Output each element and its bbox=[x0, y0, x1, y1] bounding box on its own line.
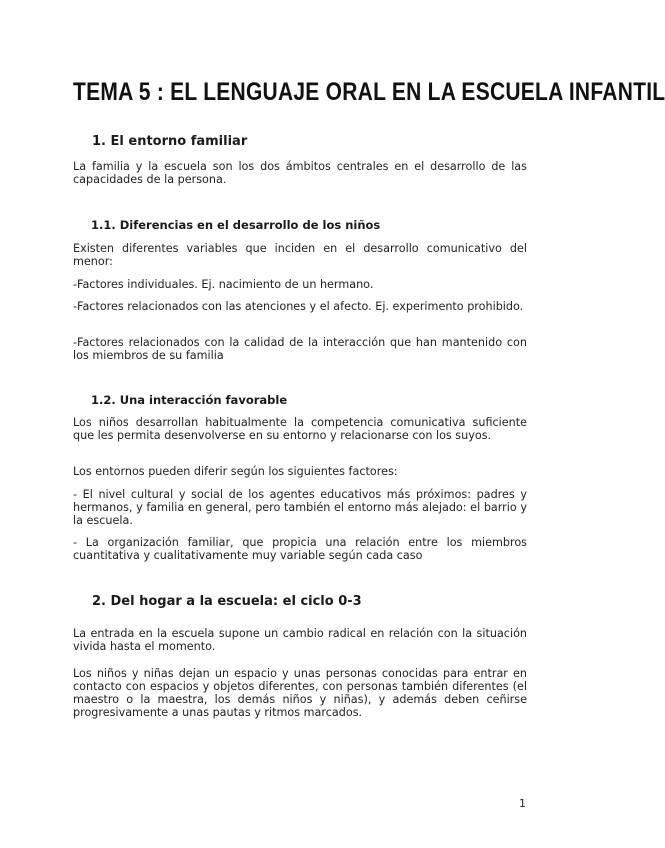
section-1-1-item: -Factores individuales. Ej. nacimiento de un hermano. bbox=[73, 278, 374, 291]
section-1-2-item: - La organización familiar, que propicia una relación entre los miembros cuantitativa y cualitativamente muy variable según cada caso bbox=[73, 536, 527, 562]
section-1-1-item: -Factores relacionados con las atenciones y el afecto. Ej. experimento prohibido. bbox=[73, 300, 524, 313]
section-1-2-paragraph: Los niños desarrollan habitualmente la competencia comunicativa suficiente que les permita desenvolverse en su entorno y relacionarse con los suyos. bbox=[73, 416, 527, 442]
page-number: 1 bbox=[519, 797, 526, 810]
page-title: TEMA 5 : EL LENGUAJE ORAL EN LA ESCUELA INFANTIL bbox=[73, 78, 665, 106]
section-1-2-heading: 1.2. Una interacción favorable bbox=[91, 393, 288, 407]
section-1-1-intro: Existen diferentes variables que inciden en el desarrollo comunicativo del menor: bbox=[73, 242, 527, 268]
section-1-2-item: - El nivel cultural y social de los agentes educativos más próximos: padres y hermanos, y familia en general, pero también el entorno más alejado: el barrio y la escuela. bbox=[73, 488, 527, 527]
section-2-paragraph: La entrada en la escuela supone un cambio radical en relación con la situación vivida hasta el momento. bbox=[73, 627, 527, 653]
section-1-1-heading: 1.1. Diferencias en el desarrollo de los niños bbox=[91, 218, 381, 232]
section-1-1-item: -Factores relacionados con la calidad de la interacción que han mantenido con los miembros de su familia bbox=[73, 336, 527, 362]
section-2-paragraph: Los niños y niñas dejan un espacio y unas personas conocidas para entrar en contacto con espacios y objetos diferentes, con personas también diferentes (el maestro o la maestra, los demás niños y niñas), y además deben ceñirse progresivamente a unas pautas y ritmos marcados. bbox=[73, 667, 527, 719]
section-1-2-paragraph: Los entornos pueden diferir según los siguientes factores: bbox=[73, 465, 398, 478]
section-1-heading: 1. El entorno familiar bbox=[92, 134, 248, 149]
section-2-heading: 2. Del hogar a la escuela: el ciclo 0-3 bbox=[92, 594, 362, 609]
section-1-paragraph: La familia y la escuela son los dos ámbitos centrales en el desarrollo de las capacidades de la persona. bbox=[73, 160, 527, 186]
